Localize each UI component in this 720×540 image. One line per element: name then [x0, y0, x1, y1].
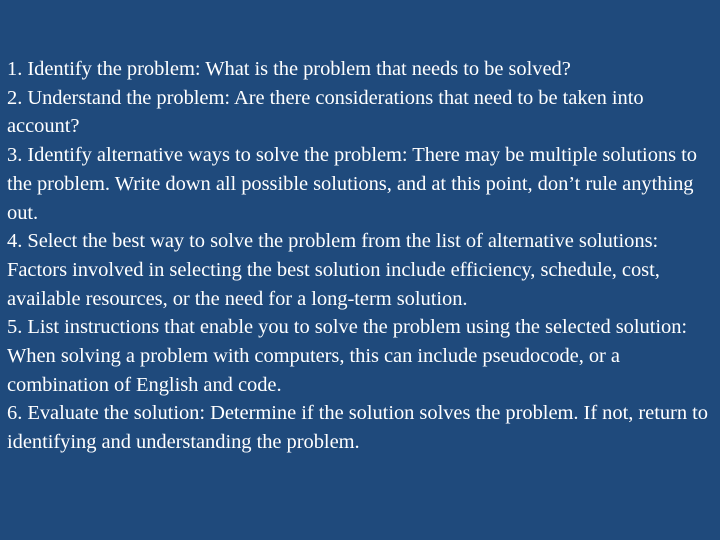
step-list-instructions: 5. List instructions that enable you to solve the problem using the selected solution: When solving a problem with computers, this can include pseudocode, or a combination of English and code.: [7, 316, 688, 396]
step-evaluate-solution: 6. Evaluate the solution: Determine if the solution solves the problem. If not, return to identifying and understanding the problem.: [7, 402, 708, 454]
step-select-best-solution: 4. Select the best way to solve the problem from the list of alternative solutions: Factors involved in selecting the best solution include efficiency, schedule, cost, available resources, or the need for a long-term solution.: [7, 230, 660, 310]
step-identify-alternatives: 3. Identify alternative ways to solve the problem: There may be multiple solutions to the problem. Write down all possible solutions, and at this point, don’t rule anything out.: [7, 144, 697, 224]
step-identify-problem: 1. Identify the problem: What is the problem that needs to be solved?: [7, 58, 571, 80]
step-understand-problem: 2. Understand the problem: Are there considerations that need to be taken into account?: [7, 86, 644, 138]
problem-solving-steps-list: [7, 55, 713, 457]
